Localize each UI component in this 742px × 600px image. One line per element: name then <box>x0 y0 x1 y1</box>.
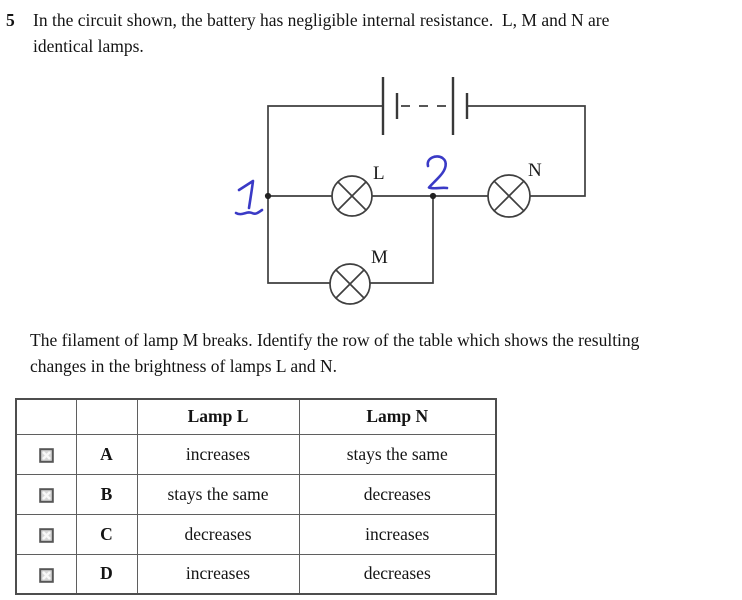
checkbox-icon <box>39 448 54 463</box>
lamp-n-symbol <box>488 175 530 217</box>
checkbox-d[interactable] <box>39 568 54 583</box>
option-a-lamp-n: stays the same <box>299 434 496 474</box>
question-intro-line2: identical lamps. <box>33 36 144 56</box>
table-row-b <box>16 474 496 514</box>
lamp-m-label: M <box>371 247 388 268</box>
question-body-line2: changes in the brightness of lamps L and N. <box>30 356 337 376</box>
table-row-a <box>16 434 496 474</box>
option-letter-a: A <box>76 434 137 474</box>
circuit-wires <box>268 106 585 283</box>
answer-table <box>15 398 497 595</box>
column-header-lamp-l: Lamp L <box>137 399 299 434</box>
header-cell-empty-2 <box>76 399 137 434</box>
question-intro <box>33 7 609 59</box>
handwritten-annotation-1 <box>236 181 262 214</box>
lamp-l-symbol <box>332 176 372 216</box>
circuit-diagram <box>225 70 605 315</box>
table-row-c <box>16 514 496 554</box>
checkbox-icon <box>39 488 54 503</box>
option-b-lamp-n: decreases <box>299 474 496 514</box>
checkbox-c[interactable] <box>39 528 54 543</box>
option-c-lamp-l: decreases <box>137 514 299 554</box>
question-body <box>30 327 639 379</box>
handwritten-annotation-2 <box>428 156 447 188</box>
checkbox-cell-c <box>16 514 76 554</box>
table-row-d <box>16 554 496 594</box>
option-c-lamp-n: increases <box>299 514 496 554</box>
lamp-m-symbol <box>330 264 370 304</box>
column-header-lamp-n: Lamp N <box>299 399 496 434</box>
checkbox-cell-d <box>16 554 76 594</box>
question-intro-line1: In the circuit shown, the battery has negligible internal resistance. L, M and N are <box>33 10 610 30</box>
question-number: 5 <box>6 10 15 30</box>
checkbox-icon <box>39 568 54 583</box>
lamp-l-label: L <box>373 163 385 184</box>
option-d-lamp-n: decreases <box>299 554 496 594</box>
option-d-lamp-l: increases <box>137 554 299 594</box>
option-a-lamp-l: increases <box>137 434 299 474</box>
option-b-lamp-l: stays the same <box>137 474 299 514</box>
option-letter-b: B <box>76 474 137 514</box>
junction-dot-2 <box>430 193 436 199</box>
option-letter-c: C <box>76 514 137 554</box>
header-cell-empty-1 <box>16 399 76 434</box>
checkbox-a[interactable] <box>39 448 54 463</box>
checkbox-cell-b <box>16 474 76 514</box>
checkbox-cell-a <box>16 434 76 474</box>
question-body-line1: The filament of lamp M breaks. Identify the row of the table which shows the resulting <box>30 330 640 350</box>
lamp-n-label: N <box>528 160 542 181</box>
junction-dot-1 <box>265 193 271 199</box>
option-letter-d: D <box>76 554 137 594</box>
checkbox-icon <box>39 528 54 543</box>
table-header-row <box>16 399 496 434</box>
checkbox-b[interactable] <box>39 488 54 503</box>
